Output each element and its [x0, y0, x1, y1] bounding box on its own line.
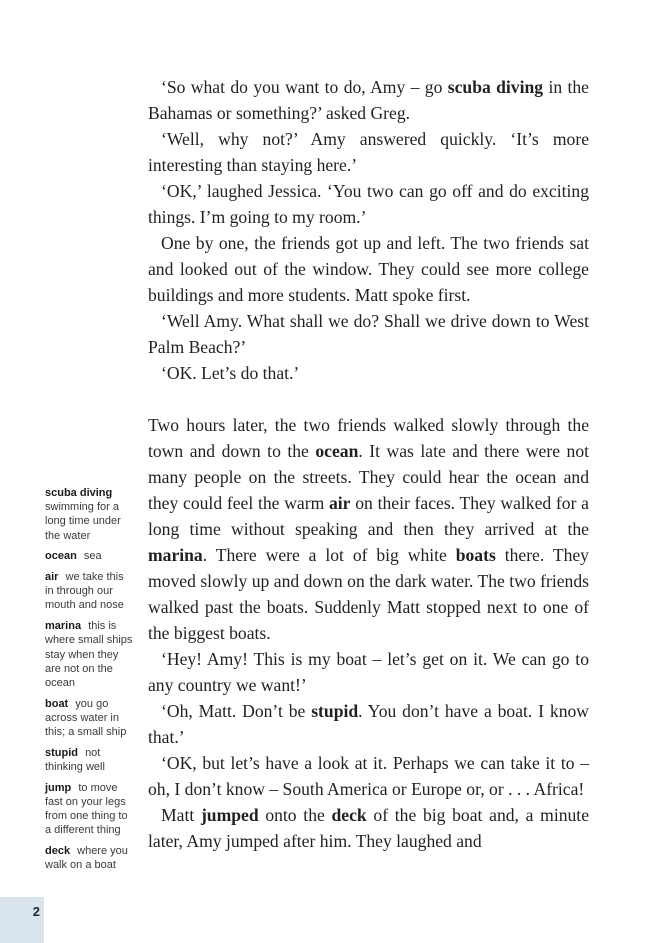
glossary-term: deck	[45, 844, 71, 857]
glossary-term: stupid	[45, 746, 78, 759]
story-paragraph	[148, 74, 589, 126]
glossary-word: ocean	[315, 441, 359, 461]
glossary-definition: you go across water in this; a small ship	[45, 697, 127, 739]
glossary-term: jump	[45, 781, 72, 794]
glossary-entry	[45, 746, 135, 774]
glossary-entry	[45, 697, 135, 740]
glossary-entry	[45, 844, 135, 872]
glossary-entry	[45, 619, 135, 690]
text-run: Two hours later, the two friends walked slowly through the town and down to the	[148, 415, 589, 461]
story-paragraph	[148, 802, 589, 854]
glossary-term: marina	[45, 620, 82, 633]
glossary-entry	[45, 486, 135, 543]
page-number: 2	[32, 904, 40, 919]
glossary-definition: to move fast on your legs from one thing to a different thing	[45, 781, 128, 837]
glossary-word: stupid	[311, 701, 359, 721]
text-run: there. They moved slowly up and down on the dark water. The two friends walked past the boats. Suddenly Matt stopped next to one of the biggest boats.	[148, 545, 589, 643]
text-run: One by one, the friends got up and left. The two friends sat and looked out of the window. They could see more college buildings and more students. Matt spoke first.	[148, 233, 589, 305]
glossary-entry	[45, 781, 135, 838]
story-paragraph	[148, 178, 589, 230]
glossary-word: boats	[455, 545, 496, 565]
text-run: . You don’t have a boat. I know that.’	[148, 701, 589, 747]
story-paragraph	[148, 126, 589, 178]
text-run: in the Bahamas or something?’ asked Greg.	[148, 77, 589, 123]
glossary-entry	[45, 570, 135, 613]
text-run: ‘OK, but let’s have a look at it. Perhaps we can take it to – oh, I don’t know – South America or Europe or, or . . . Africa!	[148, 753, 589, 799]
story-paragraph	[148, 360, 589, 386]
text-run: ‘OK. Let’s do that.’	[161, 363, 300, 383]
text-run: . It was late and there were not many people on the streets. They could hear the ocean and they could feel the warm	[148, 441, 590, 513]
glossary-term: boat	[45, 697, 69, 710]
text-run: ‘So what do you want to do, Amy – go	[161, 77, 448, 97]
glossary-word: jumped	[200, 805, 259, 825]
text-run: ‘Well, why not?’ Amy answered quickly. ‘It’s more interesting than staying here.’	[148, 129, 589, 175]
glossary-definition: this is where small ships stay when they are not on the ocean	[45, 620, 133, 689]
text-run: of the big boat and, a minute later, Amy jumped after him. They laughed and	[148, 805, 590, 851]
glossary-definition: not thinking well	[45, 746, 105, 773]
glossary-definition: we take this in through our mouth and nose	[45, 571, 124, 612]
glossary-term: ocean	[45, 550, 77, 563]
story-paragraph	[148, 698, 589, 750]
glossary-definition: where you walk on a boat	[45, 844, 128, 872]
text-run: on their faces. They walked for a long time without speaking and then they arrived at the	[148, 493, 589, 539]
story-paragraph	[148, 230, 589, 308]
story-text	[148, 74, 589, 854]
text-run: ‘Hey! Amy! This is my boat – let’s get on it. We can go to any country we want!’	[148, 649, 589, 695]
text-run: onto the	[258, 805, 332, 825]
glossary-word: deck	[331, 805, 367, 825]
story-paragraph	[148, 308, 589, 360]
glossary-word: air	[329, 493, 351, 513]
glossary-term: scuba diving	[45, 487, 113, 499]
text-run: . There were a lot of big white	[202, 545, 456, 565]
glossary-definition: sea	[83, 550, 102, 563]
text-run: ‘Oh, Matt. Don’t be	[161, 701, 312, 721]
glossary-term: air	[45, 571, 59, 584]
story-paragraph	[148, 646, 589, 698]
text-run: ‘Well Amy. What shall we do? Shall we drive down to West Palm Beach?’	[148, 311, 589, 357]
glossary-word: marina	[148, 545, 203, 565]
text-run: ‘OK,’ laughed Jessica. ‘You two can go off and do exciting things. I’m going to my room.’	[148, 181, 589, 227]
glossary-definition: swimming for a long time under the water	[45, 501, 121, 542]
story-paragraph	[148, 750, 589, 802]
glossary	[45, 486, 135, 879]
page-number-box	[0, 897, 44, 943]
glossary-word: scuba diving	[447, 77, 544, 97]
text-run: Matt	[161, 805, 201, 825]
glossary-entry	[45, 549, 135, 563]
story-paragraph	[148, 412, 589, 646]
